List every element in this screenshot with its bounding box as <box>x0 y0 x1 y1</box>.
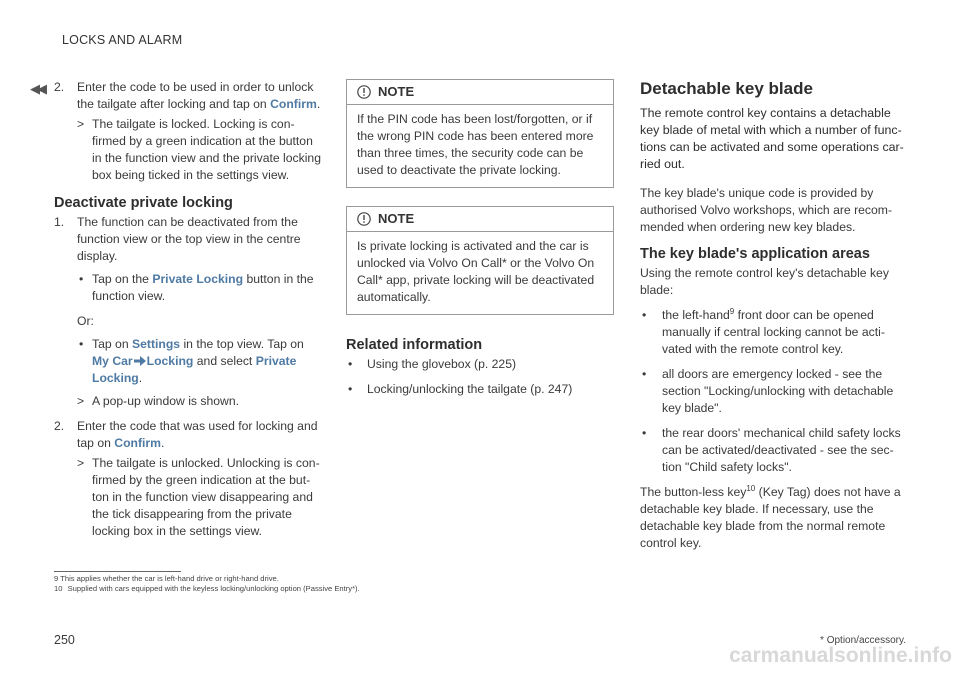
link-text[interactable]: Locking/unlocking the tailgate (p. 247) <box>367 382 573 396</box>
deactivate-step-1 <box>54 214 322 410</box>
related-link-tailgate[interactable]: • Locking/unlocking the tailgate (p. 247) <box>348 382 573 396</box>
bullet-text: button in the function view. <box>92 272 314 303</box>
step-2-lock: 2. Enter the code to be used in order to unlock the tailgate after locking and tap on Confirm. > The tailgate is locked. Locking is confirmed by a green indication at the button in the function view and the private locking box being ticked in the settings view. <box>54 80 321 182</box>
bullet-emergency-locked: • all doors are emergency locked - see the section "Locking/unlocking with detachable key blade". <box>642 367 894 415</box>
application-intro: Using the remote control key's detachable key blade: <box>640 266 889 297</box>
footnote-text: This applies whether the car is left-hand drive or right-hand drive. <box>60 574 279 583</box>
private-locking-option-label: Private Locking <box>92 354 297 385</box>
note-label: NOTE <box>378 211 415 226</box>
bullet-child-safety-locks: • the rear doors' mechanical child safety locks can be activated/deactivated - see the section "Child safety locks". <box>642 426 901 474</box>
heading-detachable-key-blade: Detachable key blade <box>640 79 813 98</box>
step-number: 2. <box>54 419 65 433</box>
info-circle-icon <box>357 212 371 226</box>
step-text: Enter the code to be used in order to unlock the tailgate after locking and tap on <box>77 80 314 111</box>
note-header <box>347 80 613 105</box>
step-text: Enter the code that was used for locking and tap on <box>77 419 318 450</box>
bullet-text: and select <box>196 354 253 368</box>
step-text: The function can be deactivated from the function view or the top view in the centre display. <box>77 215 301 263</box>
footnote-number: 9 <box>54 574 59 583</box>
note-label: NOTE <box>378 84 415 99</box>
note-text: Is private locking is activated and the car is unlocked via Volvo On Call* or the Volvo On Call* app, private locking will be deactivated automatically. <box>357 239 595 304</box>
paragraph-text: The button-less key <box>640 485 747 499</box>
note-text: If the PIN code has been lost/forgotten, or if the wrong PIN code has been entered more than three times, the security code can be used to deactivate the private locking. <box>357 112 594 177</box>
result-text: The tailgate is unlocked. Unlocking is confirmed by the green indication at the button in the function view disappearing and the tick disappearing from the private locking box in the settings view. <box>92 456 320 538</box>
step-number: 2. <box>54 80 65 94</box>
bullet-text: Tap on the <box>92 272 149 286</box>
bullet-top-view: • Tap on Settings in the top view. Tap on My Car Locking and select Private Locking. <box>79 337 304 385</box>
heading-application-areas: The key blade's application areas <box>640 246 870 262</box>
paragraph-key-code: The key blade's unique code is provided by authorised Volvo workshops, which are recommended when ordering new key blades. <box>640 186 892 234</box>
locking-button-label: Locking <box>146 354 194 368</box>
bullet-function-view: • Tap on the Private Locking button in the function view. <box>79 272 314 303</box>
settings-button-label: Settings <box>131 337 181 351</box>
paragraph-text: (Key Tag) does not have a detachable key blade. If necessary, use the detachable key blade from the normal remote control key. <box>640 485 901 550</box>
step-number: 1. <box>54 215 65 229</box>
arrow-right-icon <box>134 356 146 366</box>
bullet-text: the rear doors' mechanical child safety locks can be activated/deactivated - see the section "Child safety locks". <box>662 426 901 474</box>
footnote-9 <box>54 574 279 583</box>
double-chevron-left-icon[interactable]: ◀◀ <box>30 81 44 96</box>
note-box-volvo-on-call <box>346 206 614 315</box>
step-result: > The tailgate is locked. Locking is confirmed by a green indication at the button in the function view and the private locking box being ticked in the settings view. <box>77 117 321 182</box>
or-text: Or: <box>77 314 94 328</box>
result-text: A pop-up window is shown. <box>92 394 240 408</box>
bullet-text: all doors are emergency locked - see the section "Locking/unlocking with detachable key blade". <box>662 367 894 415</box>
info-circle-icon <box>357 85 371 99</box>
footnote-10 <box>54 584 360 593</box>
lead-paragraph: The remote control key contains a detachable key blade of metal with which a number of functions can be activated and some operations carried out. <box>640 106 904 171</box>
bullet-text: the left-hand <box>662 308 730 322</box>
deactivate-step-2: 2. Enter the code that was used for locking and tap on Confirm. > The tailgate is unlocked. Unlocking is confirmed by the green indication at the button in the function view disappearing and the tick disappearing from the private locking box in the settings view. <box>54 418 322 540</box>
bullet-text: front door can be opened manually if central locking cannot be activated with the remote control key. <box>662 308 885 356</box>
column-middle <box>346 79 614 398</box>
option-accessory-note: * Option/accessory. <box>820 635 906 646</box>
heading-deactivate-private-locking: Deactivate private locking <box>54 195 233 211</box>
related-link-glovebox[interactable]: • Using the glovebox (p. 225) <box>348 357 517 371</box>
bullet-left-hand-door: • the left-hand$^9$ front door can be opened manually if central locking cannot be activated with the remote control key. <box>642 306 885 356</box>
footnote-text: Supplied with cars equipped with the keyless locking/unlocking option (Passive Entry*). <box>67 584 360 593</box>
note-box-pin <box>346 79 614 188</box>
link-text[interactable]: Using the glovebox (p. 225) <box>367 357 517 371</box>
my-car-button-label: My Car <box>92 354 133 368</box>
page-number: 250 <box>54 633 75 647</box>
private-locking-button-label: Private Locking <box>152 272 244 286</box>
footnote-ref-9[interactable]: 9 <box>729 306 735 316</box>
watermark: carmanualsonline.info <box>729 644 952 667</box>
note-header <box>347 207 613 232</box>
step-result: > A pop-up window is shown. <box>77 394 240 408</box>
bullet-text: Tap on <box>92 337 129 351</box>
footnote-divider <box>54 571 181 572</box>
confirm-button-label: Confirm <box>270 97 317 111</box>
column-right <box>640 79 908 562</box>
paragraph-button-less-key <box>640 484 908 552</box>
heading-related-information: Related information <box>346 337 483 353</box>
column-left <box>54 79 322 540</box>
bullet-text: in the top view. Tap on <box>183 337 304 351</box>
step-result: > The tailgate is unlocked. Unlocking is confirmed by the green indication at the button in the function view disappearing and the tick disappearing from the private locking box in the settings view. <box>77 456 320 538</box>
confirm-button-label: Confirm <box>114 436 161 450</box>
footnote-ref-10[interactable]: 10 <box>746 483 756 493</box>
footnote-number: 10 <box>54 584 63 593</box>
result-text: The tailgate is locked. Locking is confirmed by a green indication at the button in the function view and the private locking box being ticked in the settings view. <box>92 117 321 182</box>
section-title: LOCKS AND ALARM <box>62 33 183 47</box>
